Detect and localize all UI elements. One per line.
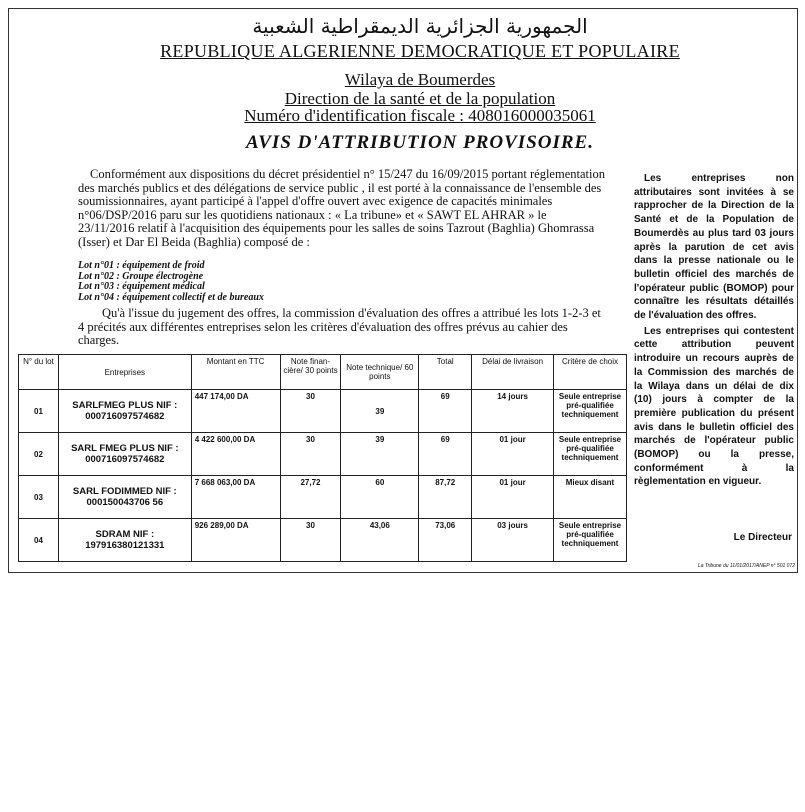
col-header-note-tech: Note technique/ 60 points <box>341 355 419 390</box>
cell-entreprise: SDRAM NIF : 197916380121331 <box>58 519 191 562</box>
intro-paragraph <box>78 168 606 249</box>
cell-lot: 01 <box>19 390 59 433</box>
table-row <box>19 476 627 519</box>
cell-delai: 01 jour <box>472 476 554 519</box>
col-header-delai: Délai de livraison <box>472 355 554 390</box>
cell-delai: 03 jours <box>472 519 554 562</box>
cell-note-tech: 60 <box>341 476 419 519</box>
cell-note-tech: 39 <box>341 433 419 476</box>
table-header-row <box>19 355 627 390</box>
cell-delai: 14 jours <box>472 390 554 433</box>
cell-montant: 4 422 600,00 DA <box>191 433 280 476</box>
cell-note-fin: 30 <box>280 519 341 562</box>
side-paragraph-recours: Les entreprises qui contestent cette attribution peuvent introduire un recours auprès de la Commission des marchés de la Wilaya dans un délai de dix (10) jours à compter de la première publication du présent avis dans le bulletin officiel des marchés de l'opérateur public (BOMOP) ou la presse, conformément à la règlementation en vigueur. <box>634 325 794 488</box>
table-row <box>19 519 627 562</box>
cell-note-tech: 43,06 <box>341 519 419 562</box>
cell-lot: 03 <box>19 476 59 519</box>
cell-note-fin: 30 <box>280 433 341 476</box>
col-header-critere: Critère de choix <box>554 355 627 390</box>
lot-item: Lot n°04 : équipement collectif et de bureaux <box>78 291 264 303</box>
cell-entreprise: SARLFMEG PLUS NIF : 000716097574682 <box>58 390 191 433</box>
cell-lot: 02 <box>19 433 59 476</box>
table-row <box>19 433 627 476</box>
cell-total: 69 <box>419 390 472 433</box>
direction-title: Direction de la santé et de la population <box>284 89 556 108</box>
cell-critere: Seule entreprise pré-qualifiée techniquement <box>554 390 627 433</box>
cell-total: 73,06 <box>419 519 472 562</box>
result-text: Qu'à l'issue du jugement des offres, la commission d'évaluation des offres a attribué les lots 1-2-3 et 4 précités aux différentes entreprises selon les critères d'évaluation des offres prévus au cahier des charges. <box>78 306 601 347</box>
arabic-header: الجمهورية الجزائرية الديمقراطية الشعبية <box>252 14 588 38</box>
attribution-table <box>18 354 627 562</box>
cell-delai: 01 jour <box>472 433 554 476</box>
lot-item: Lot n°01 : équipement de froid <box>78 260 205 271</box>
intro-text: Conformément aux dispositions du décret présidentiel n° 15/247 du 16/09/2015 portant réglementation des marchés publics et des délégations de service public , il est porté à la connaissance de l'ensemble des soumissionnaires, ayant participé à l'appel d'offre ouvert avec exigence de capacités minimales n°06/DSP/2016 paru sur les quotidiens nationaux : « La tribune» et « SAWT EL AHRAR » le 23/11/2016 relatif à l'acquisition des équipements pour les salles de soins Tazrout (Baghlia) Ghomrassa (Isser) et Dar El Beida (Baghlia) composé de : <box>78 167 605 249</box>
publication-footer: La Tribune du 11/01/2017/ANEP n° 501 072 <box>698 563 795 569</box>
col-header-note-fin: Note finan-cière/ 30 points <box>280 355 341 390</box>
cell-critere: Seule entreprise pré-qualifiée techniquement <box>554 519 627 562</box>
lot-item: Lot n°03 : équipement médical <box>78 281 205 292</box>
wilaya-title: Wilaya de Boumerdes <box>344 70 496 89</box>
cell-montant: 926 289,00 DA <box>191 519 280 562</box>
col-header-lot: N° du lot <box>19 355 59 390</box>
cell-entreprise: SARL FMEG PLUS NIF : 000716097574682 <box>58 433 191 476</box>
cell-note-fin: 30 <box>280 390 341 433</box>
republic-header: REPUBLIQUE ALGERIENNE DEMOCRATIQUE ET POPULAIRE <box>160 41 680 61</box>
col-header-montant: Montant en TTC <box>191 355 280 390</box>
cell-note-tech: 39 <box>341 390 419 433</box>
cell-lot: 04 <box>19 519 59 562</box>
table-row <box>19 390 627 433</box>
lots-list <box>78 261 478 303</box>
cell-montant: 447 174,00 DA <box>191 390 280 433</box>
lot-item: Lot n°02 : Groupe électrogène <box>78 270 204 282</box>
col-header-entreprises: Entreprises <box>58 355 191 390</box>
side-notice <box>634 172 794 491</box>
cell-entreprise: SARL FODIMMED NIF : 000150043706 56 <box>58 476 191 519</box>
notice-title: AVIS D'ATTRIBUTION PROVISOIRE. <box>246 132 594 153</box>
cell-total: 69 <box>419 433 472 476</box>
fiscal-id: Numéro d'identification fiscale : 408016000035061 <box>244 106 596 125</box>
cell-note-fin: 27,72 <box>280 476 341 519</box>
result-paragraph <box>78 307 608 348</box>
cell-critere: Mieux disant <box>554 476 627 519</box>
signature: Le Directeur <box>733 532 792 543</box>
col-header-total: Total <box>419 355 472 390</box>
cell-critere: Seule entreprise pré-qualifiée techniquement <box>554 433 627 476</box>
cell-total: 87,72 <box>419 476 472 519</box>
side-paragraph-non-attributaires: Les entreprises non attributaires sont invitées à se rapprocher de la Direction de la Santé et de la Population de Boumerdès au plus tard 03 jours après la parution de cet avis dans la presse nationale ou le bulletin officiel des marchés de l'opérateur public (BOMOP) pour connaître les résultats détaillés de l'évaluation des offres. <box>634 173 794 322</box>
cell-montant: 7 668 063,00 DA <box>191 476 280 519</box>
